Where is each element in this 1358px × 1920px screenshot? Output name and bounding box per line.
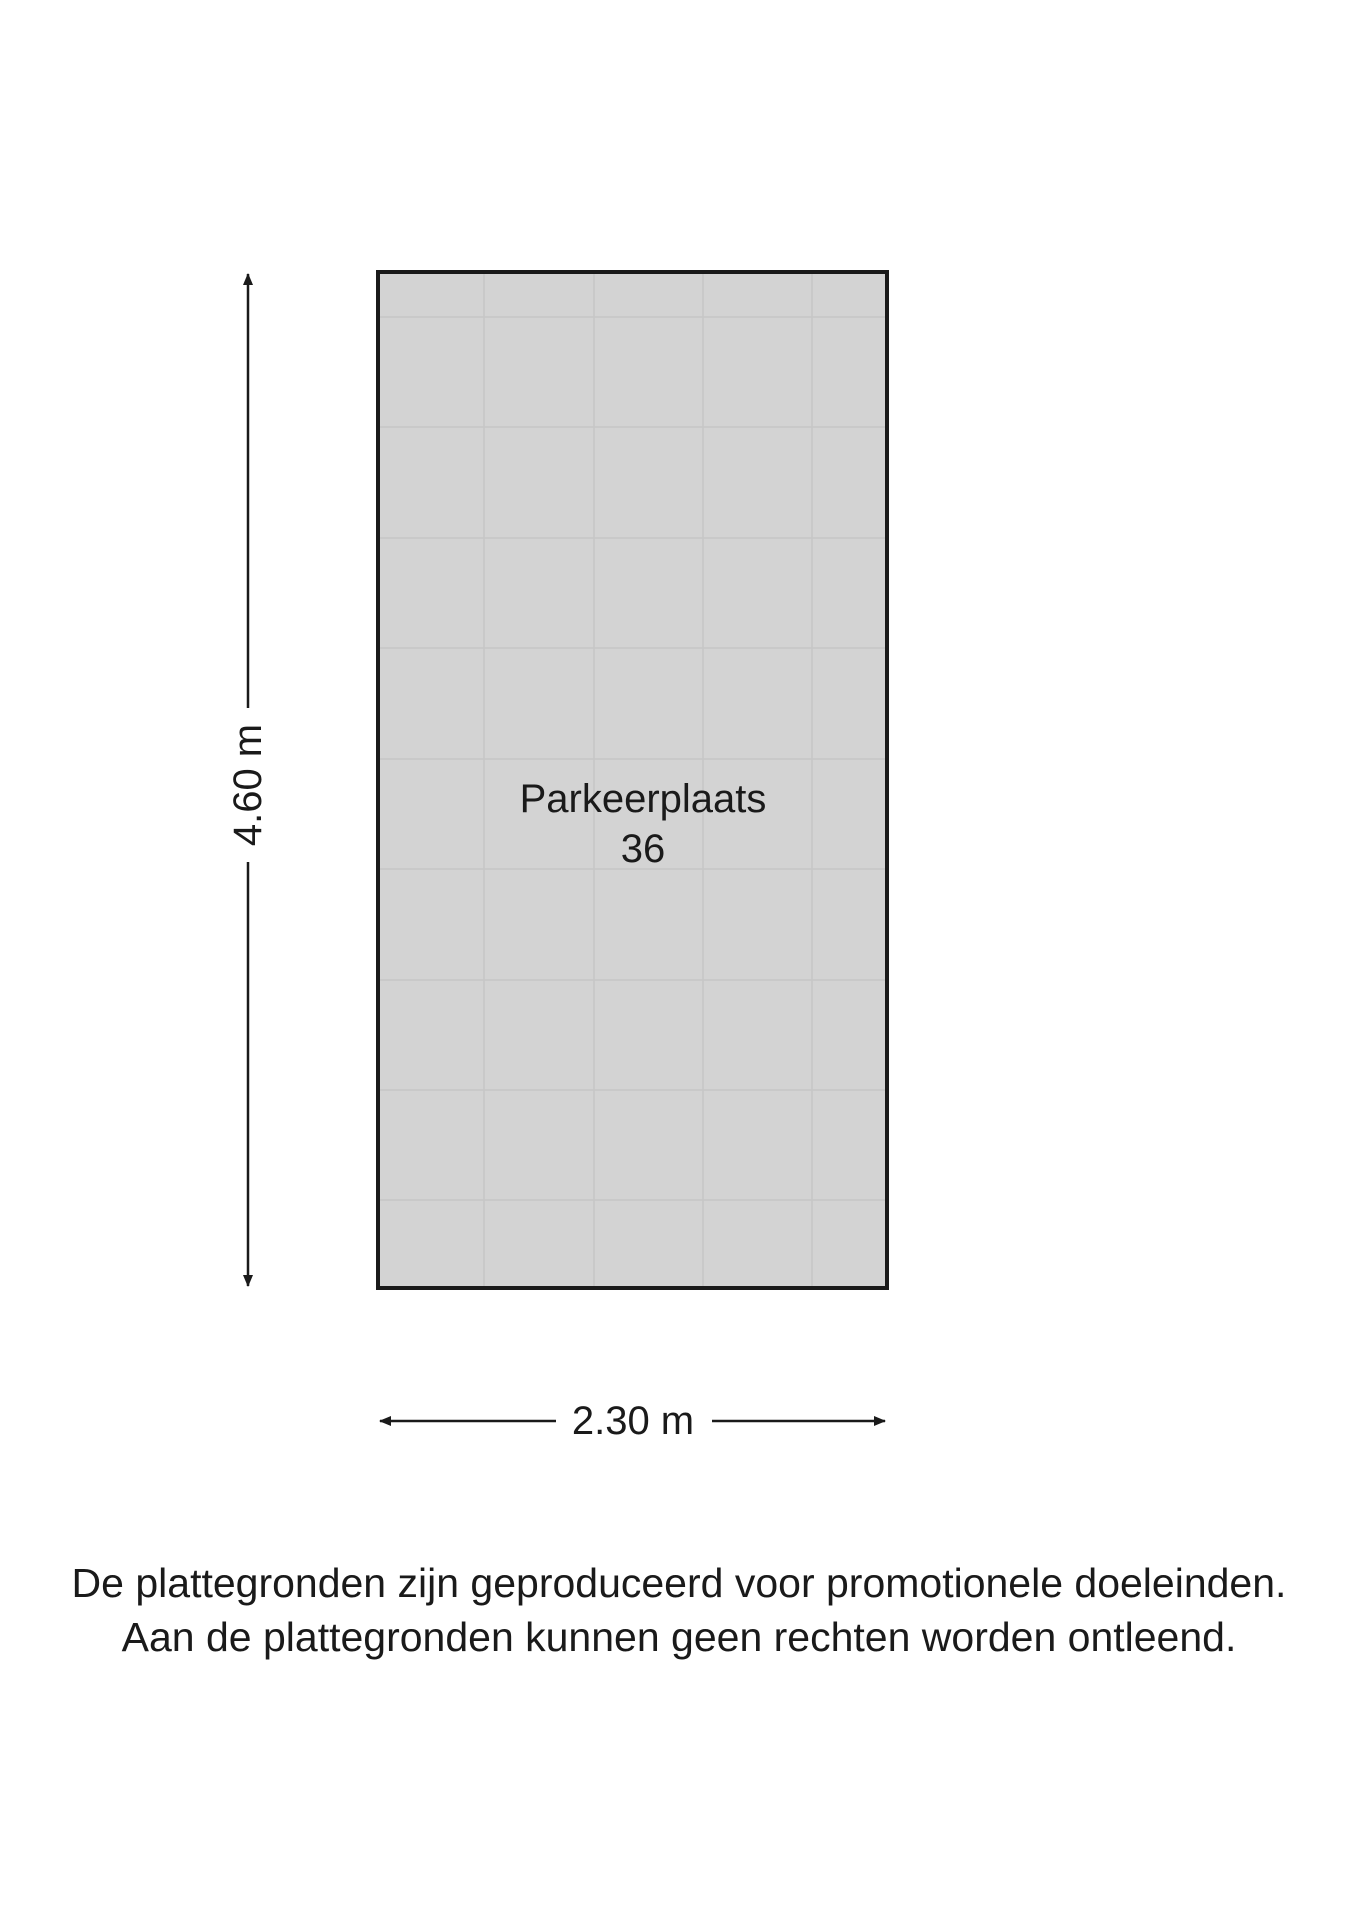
width-dimension [380,1399,885,1443]
room-name-label: Parkeerplaats [519,777,767,821]
height-dimension [226,274,270,1286]
width-dimension-label: 2.30 m [571,1399,695,1443]
disclaimer-line-1: De plattegronden zijn geproduceerd voor promotionele doeleinden. [71,1560,1287,1606]
height-dimension-label: 4.60 m [226,723,270,847]
parking-space-room [378,272,887,1288]
disclaimer-line-2: Aan de plattegronden kunnen geen rechten worden ontleend. [121,1614,1237,1660]
room-number-label: 36 [620,827,666,871]
disclaimer [0,1556,1358,1664]
